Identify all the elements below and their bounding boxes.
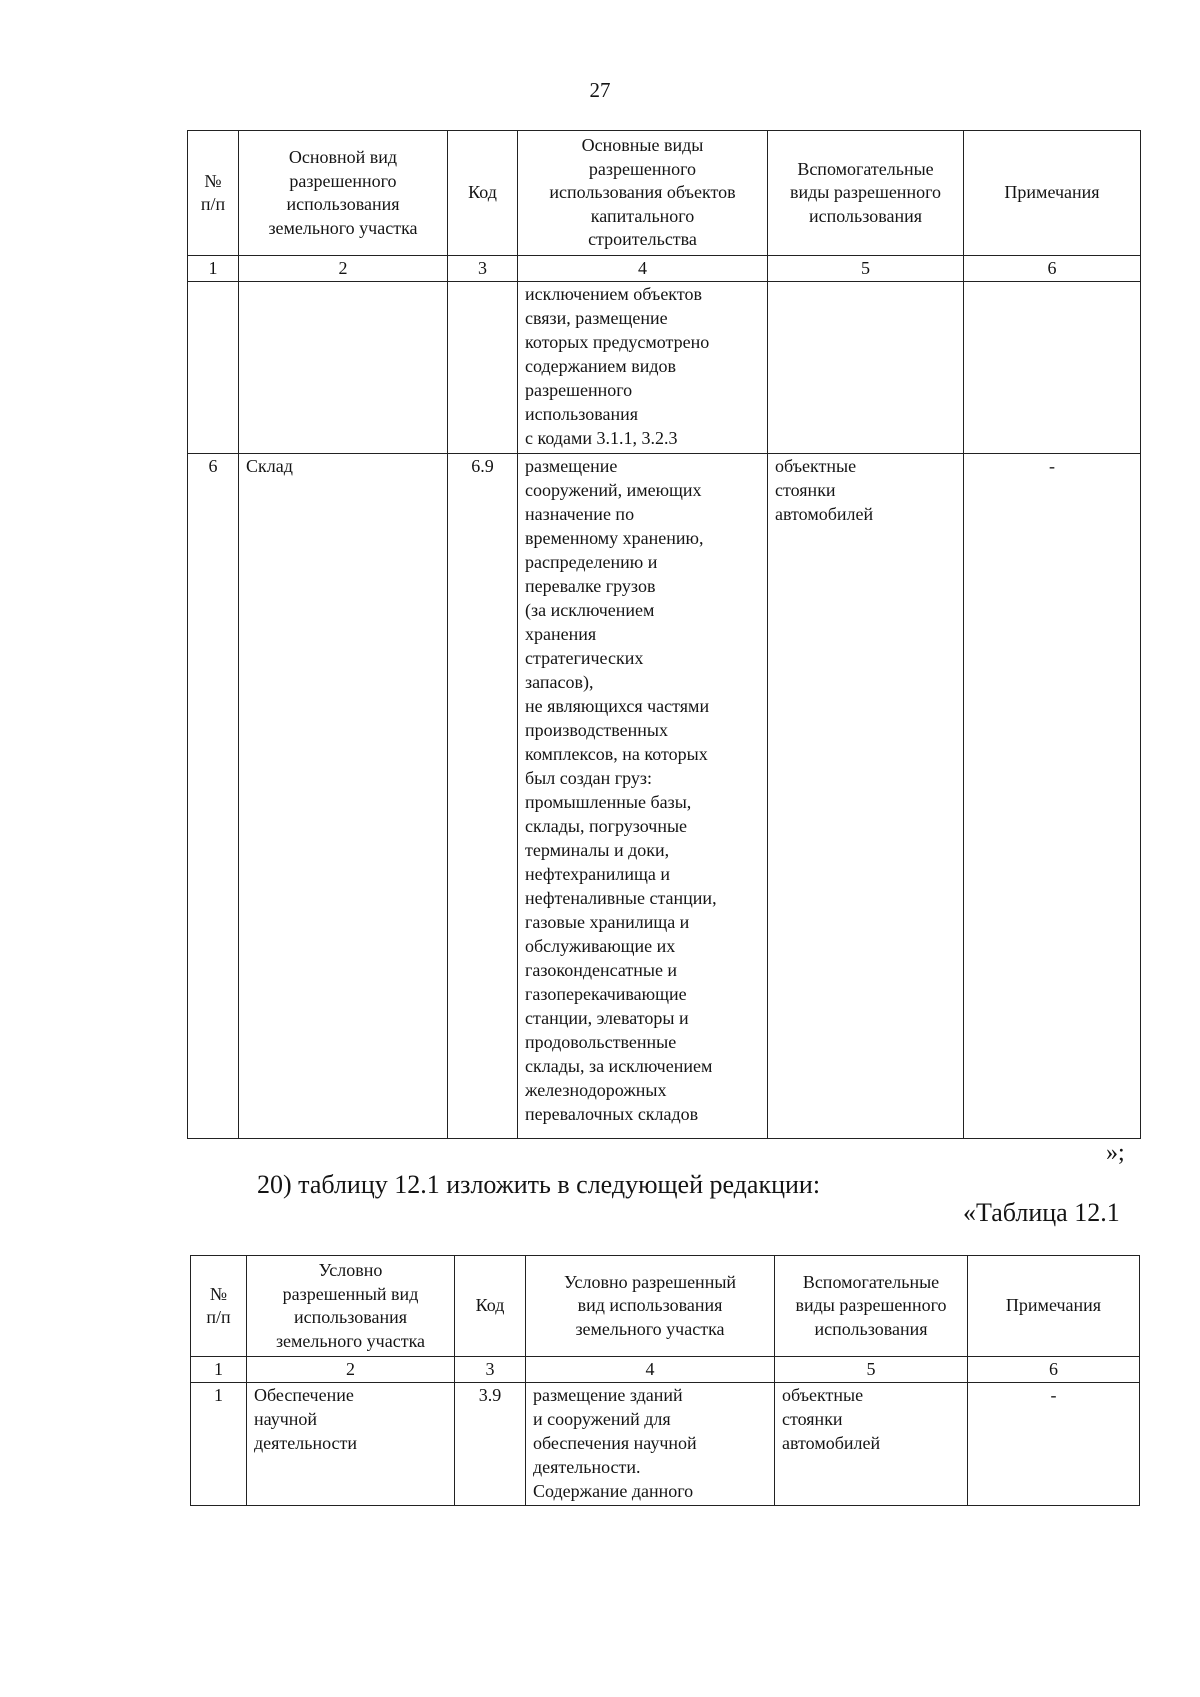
row-code: 6.9 <box>448 454 518 1139</box>
land-use-table-main <box>187 130 1141 1139</box>
column-number: 4 <box>526 1357 775 1383</box>
row-use-name: Обеспечение научной деятельности <box>247 1383 455 1506</box>
row-notes <box>964 282 1141 454</box>
column-number: 5 <box>775 1357 968 1383</box>
row-number: 6 <box>188 454 239 1139</box>
header-code: Код <box>448 131 518 256</box>
row-number: 1 <box>191 1383 247 1506</box>
column-number: 6 <box>964 256 1141 282</box>
header-number: № п/п <box>191 1256 247 1357</box>
header-capital-uses: Основные виды разрешенного использования объектов капитального строительства <box>518 131 768 256</box>
header-conditional-use-detail: Условно разрешенный вид использования земельного участка <box>526 1256 775 1357</box>
table-header-row <box>188 131 1141 256</box>
amendment-paragraph: 20) таблицу 12.1 изложить в следующей редакции: <box>257 1170 821 1199</box>
header-aux-uses: Вспомогательные виды разрешенного использования <box>768 131 964 256</box>
column-number: 4 <box>518 256 768 282</box>
column-number: 1 <box>191 1357 247 1383</box>
table-caption: «Таблица 12.1 <box>963 1198 1120 1227</box>
column-number: 3 <box>448 256 518 282</box>
row-main-uses: размещение сооружений, имеющих назначение по временному хранению, распределению и перевалке грузов (за исключением хранения стратегических запасов), не являющихся частями производственных комплексов, на которых был создан груз: промышленные базы, склады, погрузочные терминалы и доки, нефтехранилища и нефтеналивные станции, газовые хранилища и обслуживающие их газоконденсатные и газоперекачивающие станции, элеваторы и продовольственные склады, за исключением железнодорожных перевалочных складов <box>518 454 768 1139</box>
page-number: 27 <box>589 78 611 102</box>
header-notes: Примечания <box>968 1256 1140 1357</box>
row-aux-uses <box>768 282 964 454</box>
column-number: 1 <box>188 256 239 282</box>
row-notes: - <box>968 1383 1140 1506</box>
header-number: № п/п <box>188 131 239 256</box>
table-row <box>188 282 1141 454</box>
column-number: 6 <box>968 1357 1140 1383</box>
column-number-row <box>191 1357 1140 1383</box>
column-number-row <box>188 256 1141 282</box>
row-code: 3.9 <box>455 1383 526 1506</box>
header-notes: Примечания <box>964 131 1141 256</box>
row-use-name: Склад <box>239 454 448 1139</box>
header-conditional-use: Условно разрешенный вид использования земельного участка <box>247 1256 455 1357</box>
column-number: 2 <box>239 256 448 282</box>
row-main-uses: исключением объектов связи, размещение которых предусмотрено содержанием видов разрешенного использования с кодами 3.1.1, 3.2.3 <box>518 282 768 454</box>
table-row <box>188 454 1141 1139</box>
table-header-row <box>191 1256 1140 1357</box>
row-code <box>448 282 518 454</box>
row-aux-uses: объектные стоянки автомобилей <box>775 1383 968 1506</box>
row-use-name <box>239 282 448 454</box>
header-aux-uses: Вспомогательные виды разрешенного использования <box>775 1256 968 1357</box>
land-use-table-conditional <box>190 1255 1140 1506</box>
table-row <box>191 1383 1140 1506</box>
row-notes: - <box>964 454 1141 1139</box>
row-aux-uses: объектные стоянки автомобилей <box>768 454 964 1139</box>
column-number: 2 <box>247 1357 455 1383</box>
header-main-use: Основной вид разрешенного использования земельного участка <box>239 131 448 256</box>
header-code: Код <box>455 1256 526 1357</box>
closing-quote: »; <box>1106 1140 1125 1166</box>
column-number: 5 <box>768 256 964 282</box>
row-number <box>188 282 239 454</box>
row-conditional-use: размещение зданий и сооружений для обеспечения научной деятельности. Содержание данного <box>526 1383 775 1506</box>
column-number: 3 <box>455 1357 526 1383</box>
